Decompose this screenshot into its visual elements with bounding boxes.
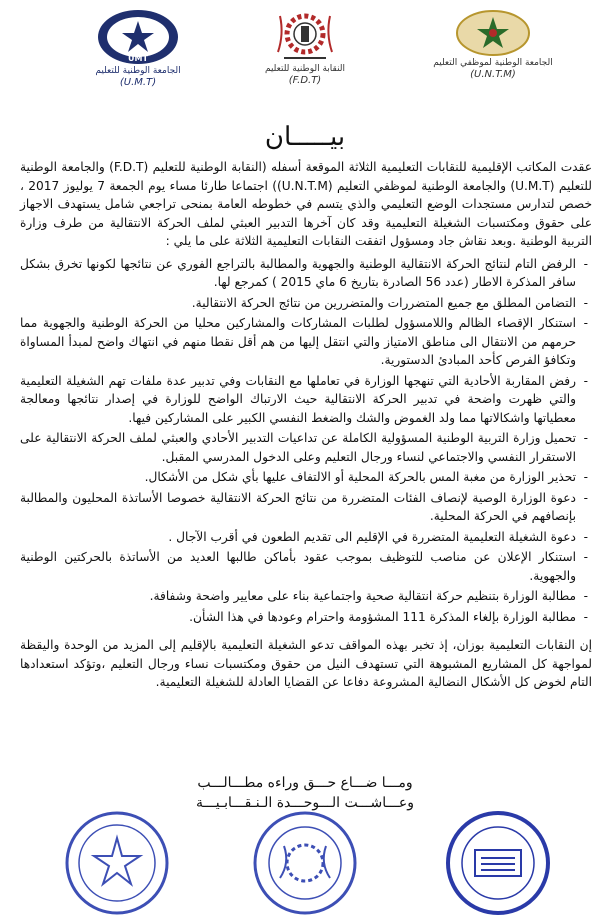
umt-abbr: (U.M.T) xyxy=(119,77,157,88)
document-title: بيـــــان xyxy=(264,122,346,152)
list-item: - دعوة الوزارة الوصية لإنصاف الفئات المتضررة من نتائج الحركة الانتقالية خصوصا الأساتذة المحليون والمطالبة بإنصافهم في الحركة المحلية. xyxy=(20,489,576,526)
list-item: - الرفض التام لنتائج الحركة الانتقالية الوطنية والجهوية والمطالبة بالتراجع الفوري عن نتائجها لكونها تخرق بشكل سافر المذكرة الاطار (عدد 56 الصادرة بتاريخ 6 ماي 2015 ) كمرجع لها. xyxy=(20,255,576,292)
list-item: - تحميل وزارة التربية الوطنية المسؤولية الكاملة عن تداعيات التدبير الأحادي والعبثي لملف الحركة الانتقالية على الاستقرار النفسي والاجتماعي لنساء ورجال التعليم وعلى الدخول المدرسي المقبل. xyxy=(20,429,576,466)
untm-abbr: (U.N.T.M) xyxy=(470,69,516,80)
fdt-seal xyxy=(250,808,360,922)
fdt-caption: النقابة الوطنية للتعليم xyxy=(264,64,346,74)
letterhead xyxy=(0,0,610,110)
statement-body xyxy=(20,158,592,694)
list-item: - تحذير الوزارة من مغبة المس بالحركة المحلية أو الالتفاف عليها بأي شكل من الأشكال. xyxy=(20,468,576,487)
untm-seal xyxy=(443,808,553,922)
umt-seal xyxy=(62,808,172,922)
gear-wheat-icon xyxy=(270,8,340,64)
slogan xyxy=(0,773,610,813)
intro-paragraph: عقدت المكاتب الإقليمية للنقابات التعليمية الثلاثة الموقعة أسفله (النقابة الوطنية للتعليم (F.D.T) والجامعة الوطنية للتعليم (U.M.T) والجامعة الوطنية لموظفي التعليم (U.N.T.M)) اجتماعا طارئا مساء يوم الجمعة 7 يوليوز 2017 ، خصص لتدارس مستجدات الوضع التعليمي والذي يتسم في خطوطه العامة بمنحى تراجعي شامل يستهدف الاجهاز على حقوق ومكتسبات الشغيلة التعليمية وقد كان آخرها التدبير العبثي لملف الحركة الانتقالية من طرف وزارة التربية الوطنية .وبعد نقاش جاد ومسؤول اتفقت النقابات التعليمية الثلاثة على ما يلي : xyxy=(20,160,592,248)
untm-caption: الجامعة الوطنية لموظفي التعليم xyxy=(433,58,553,68)
list-item: - التضامن المطلق مع جميع المتضررات والمتضررين من نتائج الحركة الانتقالية. xyxy=(20,294,576,313)
list-item: - دعوة الشغيلة التعليمية المتضررة في الإقليم الى تقديم الطعون في أقرب الآجال . xyxy=(20,528,576,547)
list-item: - مطالبة الوزارة بإلغاء المذكرة 111 المشؤومة واحترام وعودها في هذا الشأن. xyxy=(20,608,576,627)
list-item: - استنكار الإقصاء الظالم واللامسؤول لطلبات المشاركات والمشاركين محليا من الحركة الوطنية والجهوية مما حرمهم من الانتقال الى مناطق الامتياز والتي انتقل إليها من هم أقل نقطا منهم في انتهاك واضح لمبدأ المساواة وتكافؤ الفرص كأحد المبادئ الدستورية. xyxy=(20,314,576,370)
umt-caption: الجامعة الوطنية للتعليم xyxy=(95,66,181,76)
untm-stamp-icon xyxy=(443,808,553,918)
fdt-abbr: (F.D.T) xyxy=(288,75,322,86)
fdt-logo xyxy=(255,8,355,86)
umt-stamp-icon xyxy=(62,808,172,918)
slogan-line-1: ومـــا ضـــاع حـــق وراءه مطـــالـــب xyxy=(197,775,413,791)
untm-logo xyxy=(428,8,558,80)
slogan-line-2: وعـــاشـــت الـــوحـــدة الـنـقـــابـيـــة xyxy=(196,795,414,811)
list-item: - رفض المقاربة الأحادية التي تنهجها الوزارة في تعاملها مع النقابات وفي تدبير عدة ملفات تهم الشغيلة التعليمية والتي ظهرت واضحة في تدبير الحركة الانتقالية حيث الارتباك الواضح للوزارة في إصدار نتائجها ومعالجة معطياتها واشكالاتها مما ولد الغموض والشك والضغط النفسي الكبير على المشاركين فيها. xyxy=(20,372,576,428)
star-emblem-icon xyxy=(453,8,533,58)
list-item: - مطالبة الوزارة بتنظيم حركة انتقالية صحية واجتماعية بناء على معايير واضحة وشفافة. xyxy=(20,587,576,606)
umt-logo xyxy=(78,8,198,88)
fdt-stamp-icon xyxy=(250,808,360,918)
resolutions-list xyxy=(20,255,592,627)
umt-ring-text: UMT xyxy=(128,54,148,63)
list-item: - استنكار الإعلان عن مناصب للتوظيف بموجب عقود بأماكن طالبها العديد من الأساتذة بالحركتين الوطنية والجهوية. xyxy=(20,548,576,585)
umt-emblem-icon xyxy=(96,8,180,66)
closing-paragraph: إن النقابات التعليمية بوزان، إذ تخبر بهذه المواقف تدعو الشغيلة التعليمية بالإقليم إلى المزيد من الوحدة واليقظة لمواجهة كل المشاريع المشبوهة التي تستهدف النيل من حقوق ومكتسبات نساء ورجال التعليم ،وتؤكد استعدادها التام لخوض كل الأشكال النضالية المشروعة دفاعا عن القضايا العادلة للشغيلة التعليمية. xyxy=(20,638,592,689)
